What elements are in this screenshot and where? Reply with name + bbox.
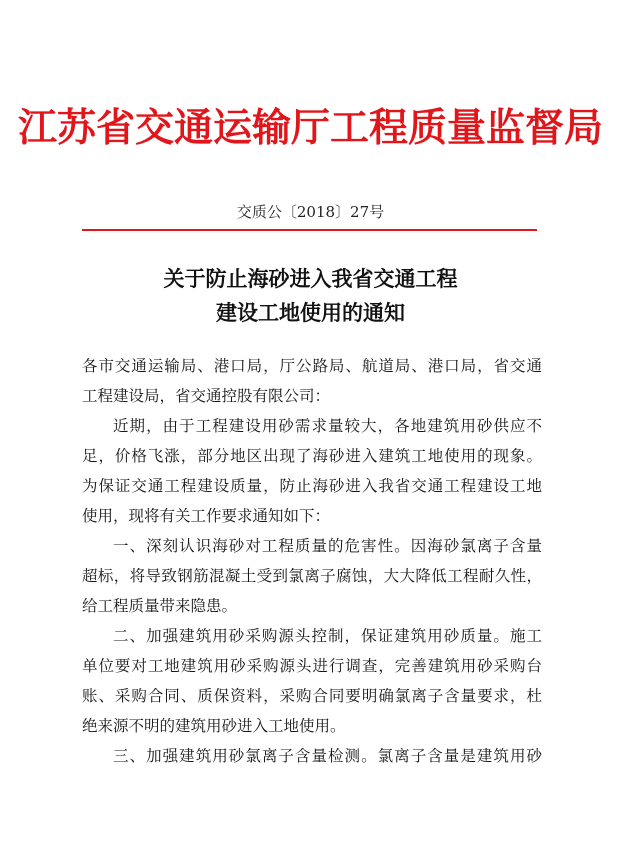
notice-body xyxy=(82,351,542,771)
intro-paragraph-line-2: 足，价格飞涨，部分地区出现了海砂进入建筑工地使用的现象。 xyxy=(82,447,542,465)
section-2-line-2: 单位要对工地建筑用砂采购源头进行调查，完善建筑用砂采购台 xyxy=(82,657,542,675)
red-divider-line xyxy=(82,229,537,231)
document-number: 交质公〔2018〕27号 xyxy=(236,203,385,221)
section-2-line-3: 账、采购合同、质保资料，采购合同要明确氯离子含量要求，杜 xyxy=(82,687,542,705)
notice-title xyxy=(0,262,621,330)
intro-paragraph-line-3: 为保证交通工程建设质量，防止海砂进入我省交通工程建设工地 xyxy=(82,477,542,495)
section-1-line-3: 给工程质量带来隐患。 xyxy=(82,597,238,615)
notice-title-line-2: 建设工地使用的通知 xyxy=(216,300,405,325)
notice-title-line-1: 关于防止海砂进入我省交通工程 xyxy=(163,266,458,291)
section-2-line-1: 二、加强建筑用砂采购源头控制，保证建筑用砂质量。施工 xyxy=(113,627,542,645)
section-1-line-1: 一、深刻认识海砂对工程质量的危害性。因海砂氯离子含量 xyxy=(113,537,542,555)
addressees-line-1: 各市交通运输局、港口局，厅公路局、航道局、港口局，省交通 xyxy=(82,357,542,375)
letterhead-title: 江苏省交通运输厅工程质量监督局 xyxy=(17,105,603,151)
addressees-line-2: 工程建设局，省交通控股有限公司： xyxy=(82,387,331,405)
intro-paragraph-line-1: 近期，由于工程建设用砂需求量较大，各地建筑用砂供应不 xyxy=(113,417,542,435)
section-3-line-1: 三、加强建筑用砂氯离子含量检测。氯离子含量是建筑用砂 xyxy=(113,747,542,765)
section-2-line-4: 绝来源不明的建筑用砂进入工地使用。 xyxy=(82,717,346,735)
intro-paragraph-line-4: 使用，现将有关工作要求通知如下： xyxy=(82,507,331,525)
section-1-line-2: 超标，将导致钢筋混凝土受到氯离子腐蚀，大大降低工程耐久性， xyxy=(82,567,542,585)
